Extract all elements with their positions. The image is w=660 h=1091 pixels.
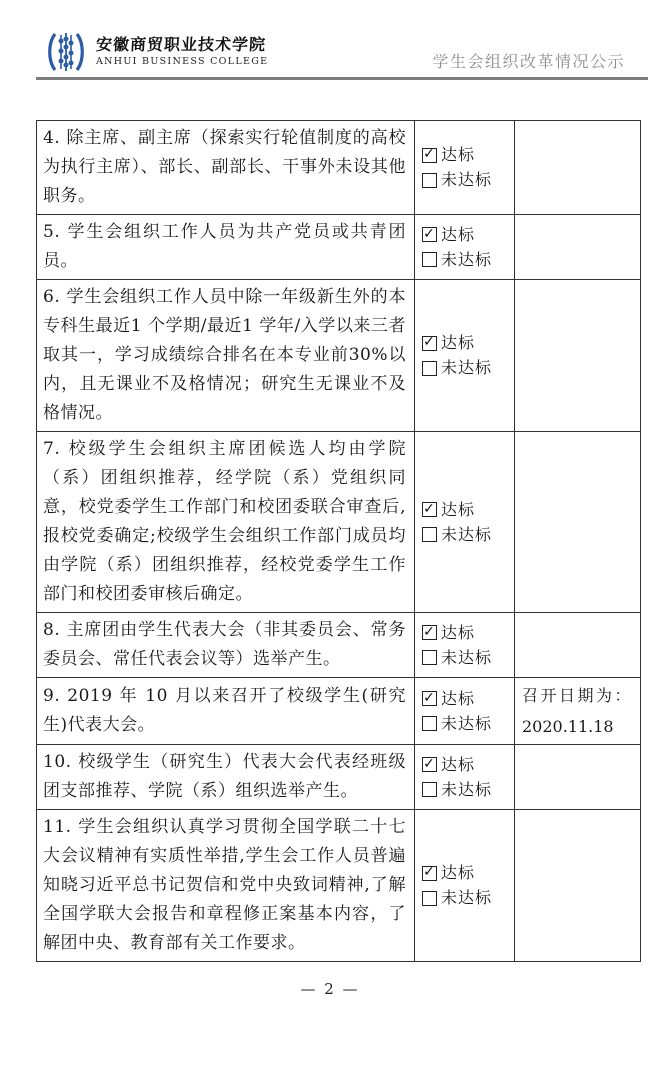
check-icon: ✓ [423, 689, 436, 706]
met-label: 达标 [441, 333, 476, 352]
met-option [422, 863, 512, 883]
unmet-option [422, 714, 512, 734]
unmet-checkbox[interactable] [422, 527, 437, 542]
met-option [422, 333, 512, 353]
check-icon: ✓ [423, 623, 436, 640]
unmet-label: 未达标 [441, 888, 493, 907]
unmet-option [422, 250, 512, 270]
met-label: 达标 [441, 754, 476, 774]
table-row [37, 215, 641, 280]
met-checkbox[interactable] [422, 625, 437, 640]
unmet-label: 未达标 [441, 249, 493, 269]
met-option [422, 755, 512, 775]
status-cell [415, 432, 515, 613]
unmet-label: 未达标 [441, 779, 493, 799]
criteria-cell: 9. 2019 年 10 月以来召开了校级学生(研究生)代表大会。 [37, 678, 415, 745]
unmet-label: 未达标 [441, 170, 493, 189]
check-icon: ✓ [423, 864, 436, 880]
criteria-cell: 11. 学生会组织认真学习贯彻全国学联二十七大会议精神有实质性举措,学生会工作人员普遍知晓习近平总书记贺信和党中央致词精神,了解全国学联大会报告和章程修正案基本内容，了解团中央、教育部有关工作要求。 [37, 810, 415, 962]
remark-cell [515, 121, 641, 215]
header-divider [36, 77, 648, 80]
status-cell [415, 215, 515, 280]
unmet-label: 未达标 [441, 713, 493, 733]
table-row [37, 121, 641, 215]
remark-cell [515, 280, 641, 432]
criteria-cell: 10. 校级学生（研究生）代表大会代表经班级团支部推荐、学院（系）组织选举产生。 [37, 745, 415, 810]
status-cell [415, 121, 515, 215]
status-cell [415, 745, 515, 810]
unmet-option [422, 780, 512, 800]
unmet-label: 未达标 [441, 358, 493, 377]
criteria-cell: 4. 除主席、副主席（探索实行轮值制度的高校为执行主席）、部长、副部长、干事外未设其他职务。 [37, 121, 415, 215]
unmet-checkbox[interactable] [422, 361, 437, 376]
check-icon: ✓ [423, 146, 436, 162]
college-name-cn: 安徽商贸职业技术学院 [95, 35, 267, 54]
check-icon: ✓ [423, 500, 436, 517]
table-row [37, 678, 641, 745]
met-label: 达标 [441, 622, 476, 642]
status-cell [415, 280, 515, 432]
met-checkbox[interactable] [422, 148, 437, 163]
met-option [422, 500, 512, 520]
met-label: 达标 [441, 863, 476, 882]
met-checkbox[interactable] [422, 227, 437, 242]
status-cell [415, 678, 515, 745]
unmet-option [422, 525, 512, 545]
met-option [422, 225, 512, 245]
unmet-checkbox[interactable] [422, 252, 437, 267]
unmet-checkbox[interactable] [422, 782, 437, 797]
met-label: 达标 [441, 145, 476, 164]
remark-cell [515, 745, 641, 810]
compliance-table [36, 120, 641, 962]
unmet-checkbox[interactable] [422, 650, 437, 665]
status-cell [415, 613, 515, 678]
remark-cell [515, 678, 641, 745]
status-cell [415, 810, 515, 962]
page-footer [0, 980, 660, 998]
met-checkbox[interactable] [422, 757, 437, 772]
check-icon: ✓ [423, 755, 436, 772]
criteria-cell: 8. 主席团由学生代表大会（非其委员会、常务委员会、常任代表会议等）选举产生。 [37, 613, 415, 678]
met-checkbox[interactable] [422, 691, 437, 706]
unmet-checkbox[interactable] [422, 716, 437, 731]
remark-cell [515, 613, 641, 678]
abacus-logo-icon [45, 31, 89, 73]
remark-cell [515, 432, 641, 613]
table-row [37, 432, 641, 613]
met-checkbox[interactable] [422, 502, 437, 517]
unmet-option [422, 648, 512, 668]
criteria-cell: 5. 学生会组织工作人员为共产党员或共青团员。 [37, 215, 415, 280]
page-number: — 2 — [300, 980, 360, 998]
table-row [37, 280, 641, 432]
criteria-cell: 7. 校级学生会组织主席团候选人均由学院（系）团组织推荐，经学院（系）党组织同意，校党委学生工作部门和校团委联合审查后,报校党委确定;校级学生会组织工作部门成员均由学院（系）团组织推荐，经校党委学生工作部门和校团委审核后确定。 [37, 432, 415, 613]
met-label: 达标 [441, 499, 476, 519]
document-title: 学生会组织改革情况公示 [432, 52, 625, 71]
unmet-label: 未达标 [441, 524, 493, 544]
met-label: 达标 [441, 224, 476, 244]
college-name-en: ANHUI BUSINESS COLLEGE [96, 56, 269, 67]
met-checkbox[interactable] [422, 336, 437, 351]
unmet-label: 未达标 [441, 647, 493, 667]
college-logo [45, 31, 268, 73]
compliance-table-body [37, 121, 641, 962]
remark-cell [515, 810, 641, 962]
check-icon: ✓ [423, 225, 436, 242]
met-option [422, 145, 512, 165]
met-option [422, 623, 512, 643]
met-option [422, 689, 512, 709]
unmet-checkbox[interactable] [422, 891, 437, 906]
unmet-option [422, 170, 512, 190]
table-row [37, 810, 641, 962]
remark-line: 召开日期为： [522, 686, 634, 705]
remark-line: 2020.11.18 [522, 717, 614, 736]
unmet-option [422, 358, 512, 378]
college-logo-text [96, 36, 268, 68]
unmet-option [422, 888, 512, 908]
table-row [37, 613, 641, 678]
met-checkbox[interactable] [422, 866, 437, 881]
unmet-checkbox[interactable] [422, 173, 437, 188]
table-row [37, 745, 641, 810]
criteria-cell: 6. 学生会组织工作人员中除一年级新生外的本专科生最近1 个学期/最近1 学年/入学以来三者取其一，学习成绩综合排名在本专业前30%以内，且无课业不及格情况；研究生无课业不及格情况。 [37, 280, 415, 432]
remark-cell [515, 215, 641, 280]
check-icon: ✓ [423, 334, 436, 350]
met-label: 达标 [441, 688, 476, 708]
